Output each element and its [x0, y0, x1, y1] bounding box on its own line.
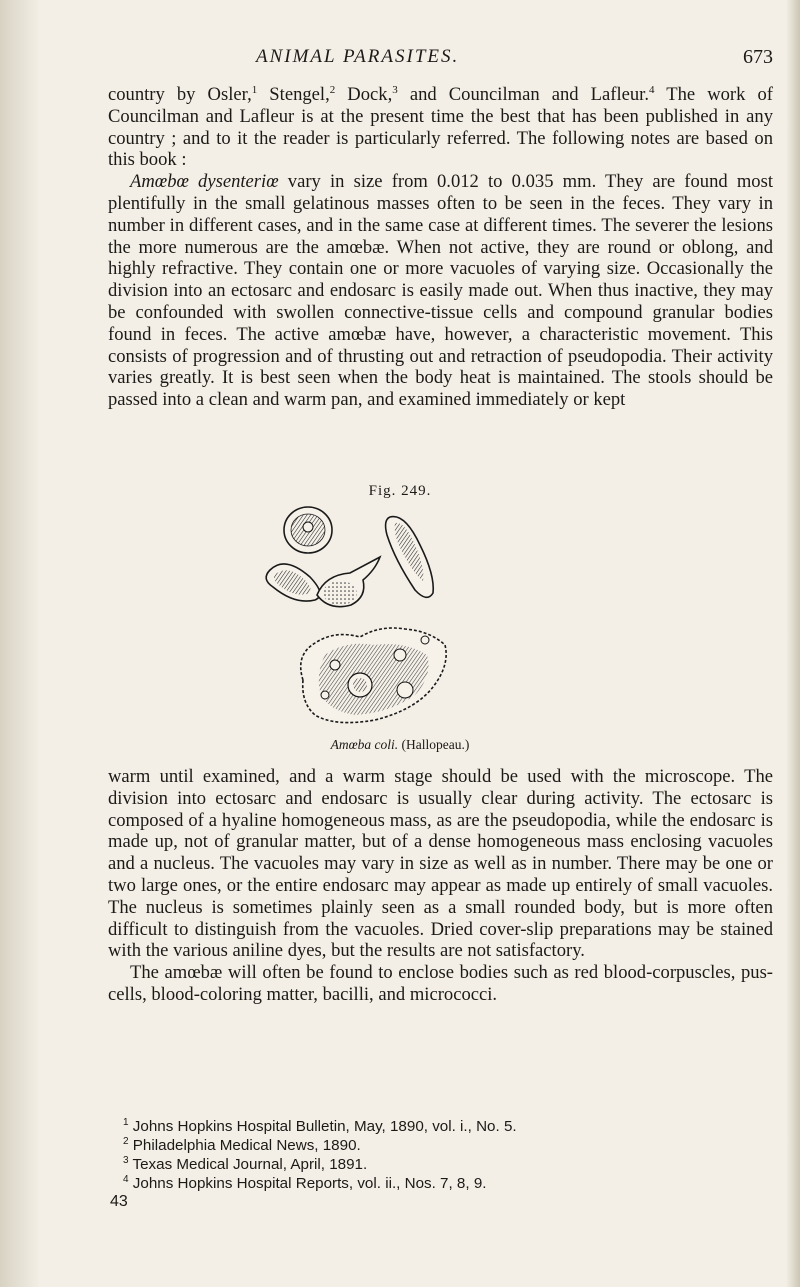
amoeba-cell-top [284, 507, 332, 553]
text-run: The work of Councilman and Lafleur is at the present time the best that has been published in any country ; and to it the reader is particularly referred. The following notes are based on this book : [108, 84, 773, 171]
footnotes [123, 1117, 763, 1193]
footnote [123, 1136, 763, 1155]
body-text-top [108, 84, 773, 411]
running-title: ANIMAL PARASITES. [256, 46, 460, 67]
amoeba-illustration [255, 505, 555, 735]
footnote-ref: 1 [251, 83, 258, 96]
footnote-mark: 4 [123, 1173, 129, 1185]
text-run: Stengel, [257, 84, 330, 105]
footnote-mark: 2 [123, 1135, 129, 1147]
footnote [123, 1155, 763, 1174]
paragraph [108, 171, 773, 411]
text-run: and Councilman and Lafleur. [397, 84, 649, 105]
body-text-bottom [108, 766, 773, 1006]
page-right-edge [786, 0, 800, 1287]
paragraph [108, 766, 773, 962]
paragraph [108, 962, 773, 1006]
amoeba-cell-large [301, 628, 446, 723]
figure-caption-species: Amœba coli. [330, 737, 399, 752]
footnote-text: Texas Medical Journal, April, 1891. [132, 1156, 368, 1173]
footnote-ref: 4 [648, 83, 655, 96]
text-run: vary in size from 0.012 to 0.035 mm. They are found most plentifully in the small gelatinous masses often to be seen in the feces. They vary in number in different cases, and in the same case at different times. The severer the lesions the more numerous are the amœbæ. When not active, they are round or oblong, and highly refractive. They contain one or more vacuoles of varying size. Occasionally the division into an ectosarc and endosarc is easily made out. When thus inactive, they may be confounded with swollen connective-tissue cells and compound granular bodies found in feces. The active amœbæ have, however, a characteristic movement. This consists of progression and of thrusting out and retraction of pseudopodia. Their activity varies greatly. It is best seen when the body heat is maintained. The stools should be passed into a clean and warm pan, and examined immediately or kept [108, 171, 774, 411]
footnote-ref: 2 [329, 83, 336, 96]
text-run: The amœbæ will often be found to enclose bodies such as red blood-corpuscles, pus-cells, blood-coloring matter, bacilli, and micrococci. [108, 962, 773, 1005]
amoeba-cell-left [266, 564, 320, 601]
footnote-mark: 1 [123, 1116, 129, 1128]
page-gutter-shadow [0, 0, 40, 1287]
amoeba-cell-right [386, 517, 434, 598]
amoeba-cell-center [317, 557, 380, 607]
page-number: 673 [743, 46, 773, 68]
figure-label: Fig. 249. [368, 483, 432, 499]
footnote-mark: 3 [123, 1154, 129, 1166]
text-run: Dock, [335, 84, 393, 105]
italic-term: Amœbœ dysenteriœ [130, 171, 279, 193]
footnote-text: Johns Hopkins Hospital Bulletin, May, 1890, vol. i., No. 5. [132, 1118, 517, 1135]
text-run: warm until examined, and a warm stage should be used with the microscope. The division into ectosarc and endosarc is usually clear during activity. The ectosarc is composed of a hyaline homogeneous mass, as are the pseudopodia, while the endosarc is made up, not of granular matter, but of a dense homogeneous mass enclosing vacuoles and a nucleus. The vacuoles may vary in size as well as in number. There may be one or two large ones, or the entire endosarc may appear as made up entirely of small vacuoles. The nucleus is sometimes plainly seen as a small rounded body, but is more often difficult to distinguish from the vacuoles. Dried cover-slip preparations may be stained with the various aniline dyes, but the results are not satisfactory. [108, 766, 773, 962]
amoeba-drawing [255, 505, 555, 735]
footnote-text: Philadelphia Medical News, 1890. [132, 1137, 361, 1154]
text-run: country by Osler, [108, 84, 252, 105]
signature-mark: 43 [110, 1193, 128, 1210]
footnote-ref: 3 [392, 83, 398, 96]
figure-caption [0, 737, 800, 753]
footnote-text: Johns Hopkins Hospital Reports, vol. ii., Nos. 7, 8, 9. [132, 1175, 487, 1192]
running-header [108, 46, 773, 74]
paragraph [108, 84, 773, 171]
footnote [123, 1174, 763, 1193]
figure-caption-credit: (Hallopeau.) [398, 737, 470, 752]
footnote [123, 1117, 763, 1136]
